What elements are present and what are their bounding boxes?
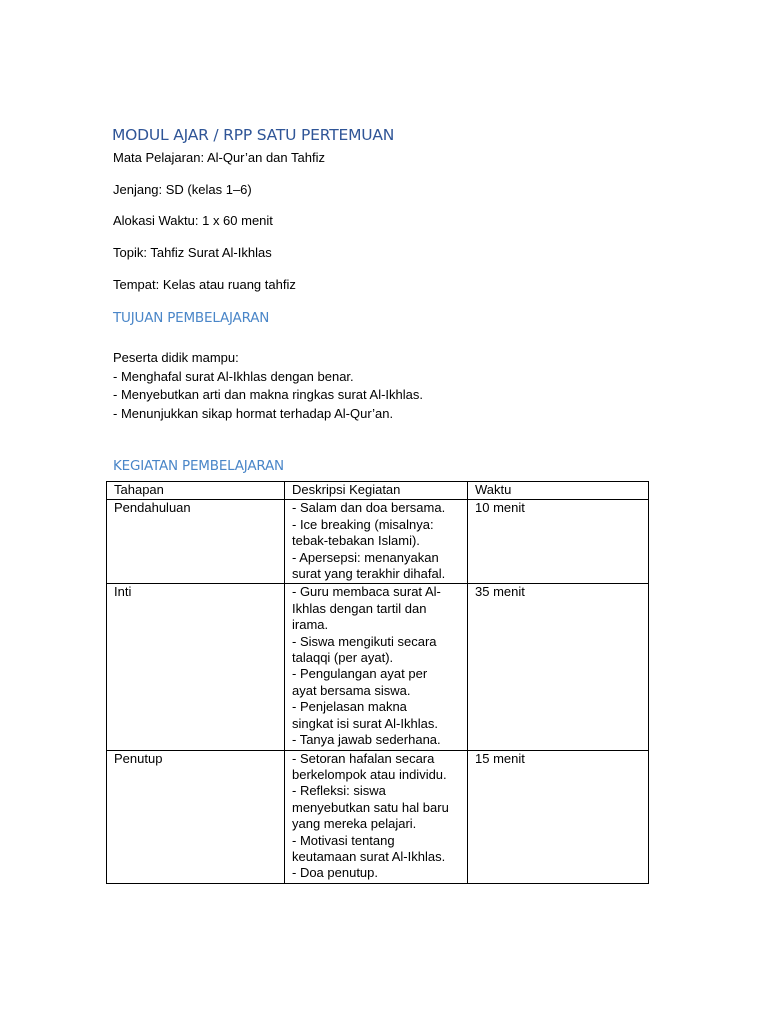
stage-cell: Inti xyxy=(107,584,285,750)
objectives-heading: TUJUAN PEMBELAJARAN xyxy=(113,310,270,326)
description-line: - Siswa mengikuti secara xyxy=(292,633,437,649)
time-cell: 15 menit xyxy=(468,750,649,883)
description-line: - Apersepsi: menanyakan xyxy=(292,549,439,565)
description-line: - Doa penutup. xyxy=(292,865,379,881)
table-row xyxy=(107,584,649,750)
info-subject: Mata Pelajaran: Al-Qur’an dan Tahfiz xyxy=(113,150,325,165)
info-duration: Alokasi Waktu: 1 x 60 menit xyxy=(113,213,273,228)
description-line: berkelompok atau individu. xyxy=(292,766,447,782)
objectives-list xyxy=(113,349,423,424)
objective-item: - Menunjukkan sikap hormat terhadap Al-Qur’an. xyxy=(113,406,394,422)
description-line: - Salam dan doa bersama. xyxy=(292,500,446,516)
description-line: - Setoran hafalan secara xyxy=(292,750,435,766)
description-line: surat yang terakhir dihafal. xyxy=(292,566,446,582)
column-header-description: Deskripsi Kegiatan xyxy=(285,482,468,500)
info-place: Tempat: Kelas atau ruang tahfiz xyxy=(113,277,296,292)
objective-item: - Menyebutkan arti dan makna ringkas surat Al-Ikhlas. xyxy=(113,387,423,403)
column-header-stage: Tahapan xyxy=(107,482,285,500)
description-cell xyxy=(285,750,468,883)
objectives-intro: Peserta didik mampu: xyxy=(113,350,239,365)
description-line: - Penjelasan makna xyxy=(292,699,407,715)
description-line: irama. xyxy=(292,617,329,633)
info-level: Jenjang: SD (kelas 1–6) xyxy=(113,182,252,197)
info-topic: Topik: Tahfiz Surat Al-Ikhlas xyxy=(113,245,272,260)
description-line: yang mereka pelajari. xyxy=(292,816,417,832)
description-line: - Motivasi tentang xyxy=(292,832,395,848)
time-cell: 10 menit xyxy=(468,500,649,584)
description-line: keutamaan surat Al-Ikhlas. xyxy=(292,848,446,864)
activities-heading: KEGIATAN PEMBELAJARAN xyxy=(113,458,284,474)
description-line: talaqqi (per ayat). xyxy=(292,650,394,666)
description-cell xyxy=(285,584,468,750)
description-cell xyxy=(285,500,468,584)
description-line: Ikhlas dengan tartil dan xyxy=(292,600,427,616)
description-line: - Tanya jawab sederhana. xyxy=(292,732,441,748)
description-line: - Refleksi: siswa xyxy=(292,783,386,799)
stage-cell: Penutup xyxy=(107,750,285,883)
stage-cell: Pendahuluan xyxy=(107,500,285,584)
table-row xyxy=(107,750,649,883)
objective-item: - Menghafal surat Al-Ikhlas dengan benar. xyxy=(113,368,354,384)
description-line: menyebutkan satu hal baru xyxy=(292,799,449,815)
description-line: tebak-tebakan Islami). xyxy=(292,533,420,549)
description-line: ayat bersama siswa. xyxy=(292,682,411,698)
description-line: - Ice breaking (misalnya: xyxy=(292,516,434,532)
activities-table xyxy=(106,481,649,884)
description-line: - Guru membaca surat Al- xyxy=(292,584,441,600)
table-row xyxy=(107,500,649,584)
description-line: - Pengulangan ayat per xyxy=(292,666,428,682)
column-header-time: Waktu xyxy=(468,482,649,500)
document-title: MODUL AJAR / RPP SATU PERTEMUAN xyxy=(112,126,395,144)
description-line: singkat isi surat Al-Ikhlas. xyxy=(292,715,438,731)
table-header-row xyxy=(107,482,649,500)
time-cell: 35 menit xyxy=(468,584,649,750)
